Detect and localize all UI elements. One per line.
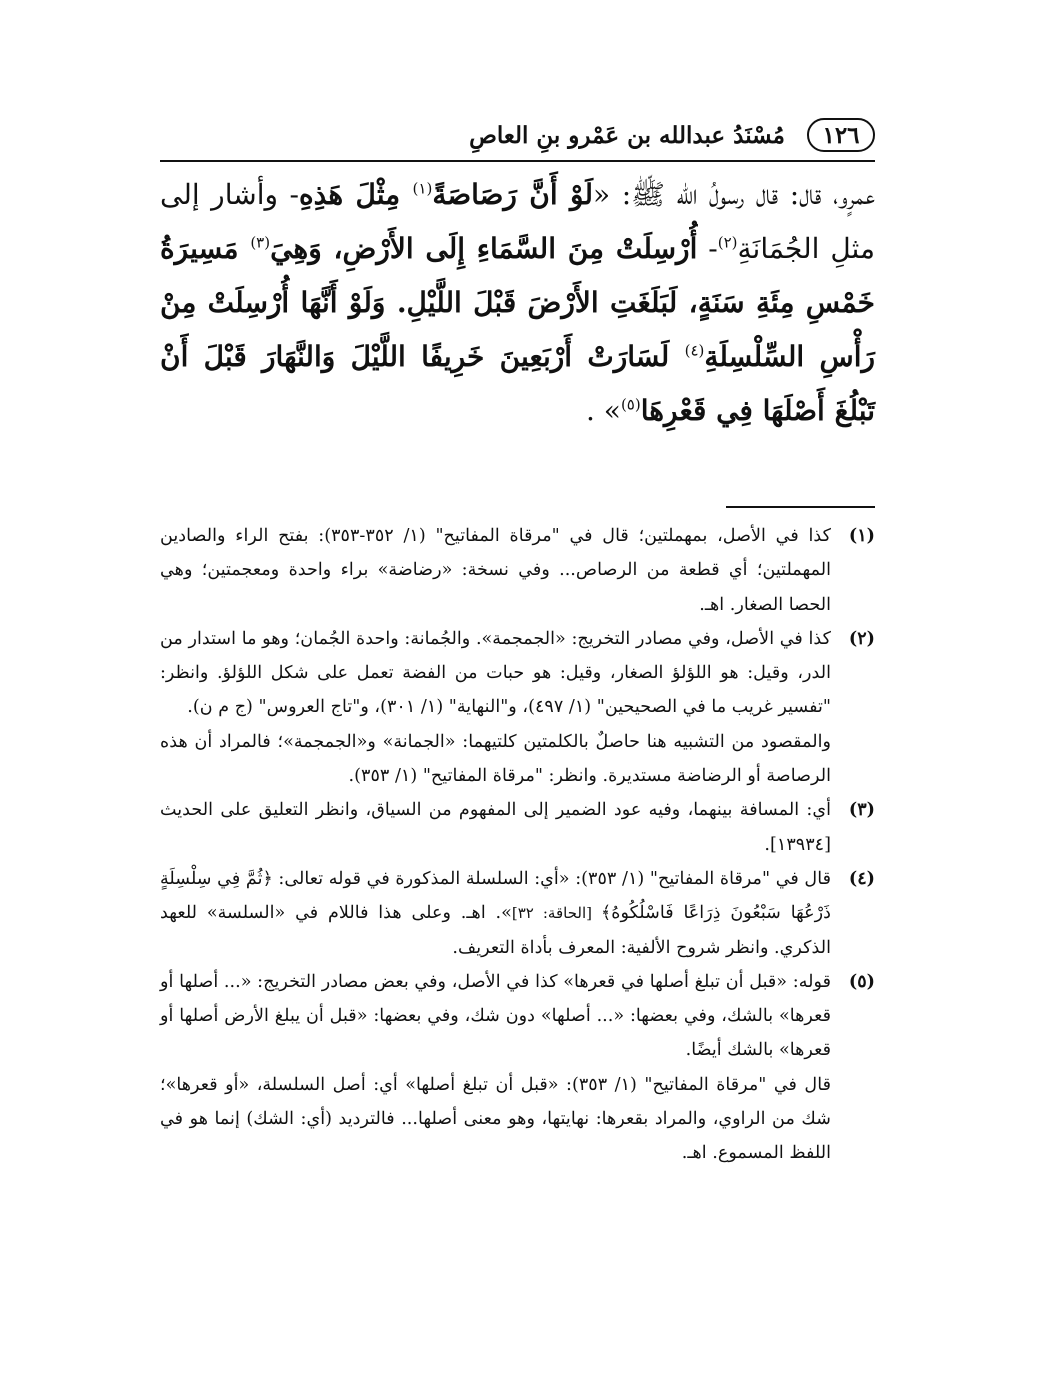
footnote-paragraph: كذا في الأصل، وفي مصادر التخريج: «الجمجمة». والجُمانة: واحدة الجُمان؛ وهو ما استدار من الدر، وقيل: هو اللؤلؤ الصغار، وقيل: هو حبات من الفضة تعمل على شكل اللؤلؤ. وانظر: "تفسير غريب ما في الصحيحين" (١/ ٤٩٧)، و"النهاية" (١/ ٣٠١)، و"تاج العروس" (ج م ن).	[160, 628, 831, 718]
footnote-number: (٥)	[848, 970, 875, 992]
running-title: مُسْنَدُ عبدالله بن عَمْرو بنِ العاصِ	[469, 121, 785, 149]
quran-reference: [الحاقة: ٣٢]	[511, 904, 601, 923]
main-text	[160, 168, 875, 438]
note-ref-5: (٥)	[620, 395, 641, 414]
note-ref-4: (٤)	[684, 341, 705, 360]
footnote-text-start: قال في "مرقاة المفاتيح" (١/ ٣٥٣): «أي: السلسلة المذكورة في قوله تعالى:	[272, 868, 831, 889]
main-end: » .	[586, 394, 621, 427]
header-rule	[160, 160, 875, 162]
footnote-paragraph: كذا في الأصل، بمهملتين؛ قال في "مرقاة المفاتيح" (١/ ٣٥٢-٣٥٣): بفتح الراء والصادين المهملتين؛ أي قطعة من الرصاص... وفي نسخة: «رضاضة» براء واحدة ومعجمتين؛ وهي الحصا الصغار. اهـ.	[160, 526, 831, 615]
main-intro: عمرٍو، قال: قال رسولُ الله ﷺ: «	[593, 178, 876, 211]
footnote-paragraph: والمقصود من التشبيه هنا حاصلٌ بالكلمتين كلتيهما: «الجمانة» و«الجمجمة»؛ فالمراد أن هذه الرصاصة أو الرضاضة مستديرة. وانظر: "مرقاة المفاتيح" (١/ ٣٥٣).	[160, 731, 831, 787]
footnote-5	[160, 965, 875, 1171]
footnote-body	[160, 519, 831, 622]
footnote-number: (٢)	[848, 627, 875, 649]
footnote-paragraph: قال في "مرقاة المفاتيح" (١/ ٣٥٣): «قبل أن تبلغ أصلها» أي: أصل السلسلة، «أو قعرها»؛ شك من الراوي، والمراد بقعرها: نهايتها، وهو معنى أصلها... فالترديد (أي: الشك) إنما هو في اللفظ المسموع. اهـ.	[160, 1074, 831, 1164]
note-ref-3: (٣)	[250, 233, 271, 252]
hadith-segment-1: لَوْ أَنَّ رَصَاصَةً	[432, 178, 594, 211]
footnote-body	[160, 793, 831, 862]
footnote-4	[160, 862, 875, 965]
note-ref-2: (٢)	[717, 233, 738, 252]
footnote-paragraph	[160, 862, 831, 965]
footnote-body	[160, 965, 831, 1171]
footnote-text-end: ». اهـ. وعلى هذا فاللام في «السلسة» للعهد الذكري. وانظر شروح الألفية: المعرف بأداة التعريف.	[160, 903, 831, 958]
footnote-paragraph: قوله: «قبل أن تبلغ أصلها في قعرها» كذا في الأصل، وفي بعض مصادر التخريج: «... أصلها أو قعرها» بالشك، وفي بعضها: «... أصلها» دون شك، وفي بعضها: «قبل أن يبلغ الأرض أصلها أو قعرها» بالشك أيضًا.	[160, 971, 831, 1061]
footnote-separator	[726, 506, 875, 508]
hadith-segment-3: أُرْسِلَتْ مِنَ السَّمَاءِ إِلَى الأَرْضِ، وَهِيَ	[270, 232, 698, 265]
hadith-segment-2: مِثْلَ هَذِهِ	[298, 178, 413, 211]
footnote-number: (١)	[848, 525, 875, 546]
footnote-body	[160, 862, 831, 965]
page-header	[160, 112, 875, 158]
footnote-number: (٤)	[848, 867, 875, 889]
footnote-body	[160, 622, 831, 793]
footnote-1	[160, 519, 875, 622]
note-ref-1: (١)	[412, 179, 433, 198]
footnote-2	[160, 622, 875, 793]
narrator-aside: - وأشار إلى مثلِ الجُمَانَةِ	[160, 178, 875, 265]
quran-verse: ﴿ثُمَّ فِي سِلْسِلَةٍ ذَرْعُهَا سَبْعُونَ ذِرَاعًا فَاسْلُكُوهُ﴾	[160, 868, 831, 924]
hadith-segment-4: مَسِيرَةُ خَمْسِ مِئَةِ سَنَةٍ، لَبَلَغَتِ الأَرْضَ قَبْلَ اللَّيْلِ. وَلَوْ أَنَّهَا أُرْسِلَتْ مِنْ رَأْسِ السِّلْسِلَةِ	[160, 232, 876, 373]
footnote-3	[160, 793, 875, 862]
footnotes	[160, 519, 875, 1171]
footnote-paragraph: أي: المسافة بينهما، وفيه عود الضمير إلى المفهوم من السياق، وانظر التعليق على الحديث [١٣٩٣٤].	[160, 800, 831, 855]
aside-dash: -	[697, 232, 718, 265]
footnote-number: (٣)	[848, 799, 875, 821]
page-number-badge: ١٢٦	[807, 118, 875, 152]
hadith-segment-5: لَسَارَتْ أَرْبَعِينَ خَرِيفًا اللَّيْلَ وَالنَّهَارَ قَبْلَ أَنْ تَبْلُغَ أَصْلَهَا فِي قَعْرِهَا	[160, 340, 875, 427]
